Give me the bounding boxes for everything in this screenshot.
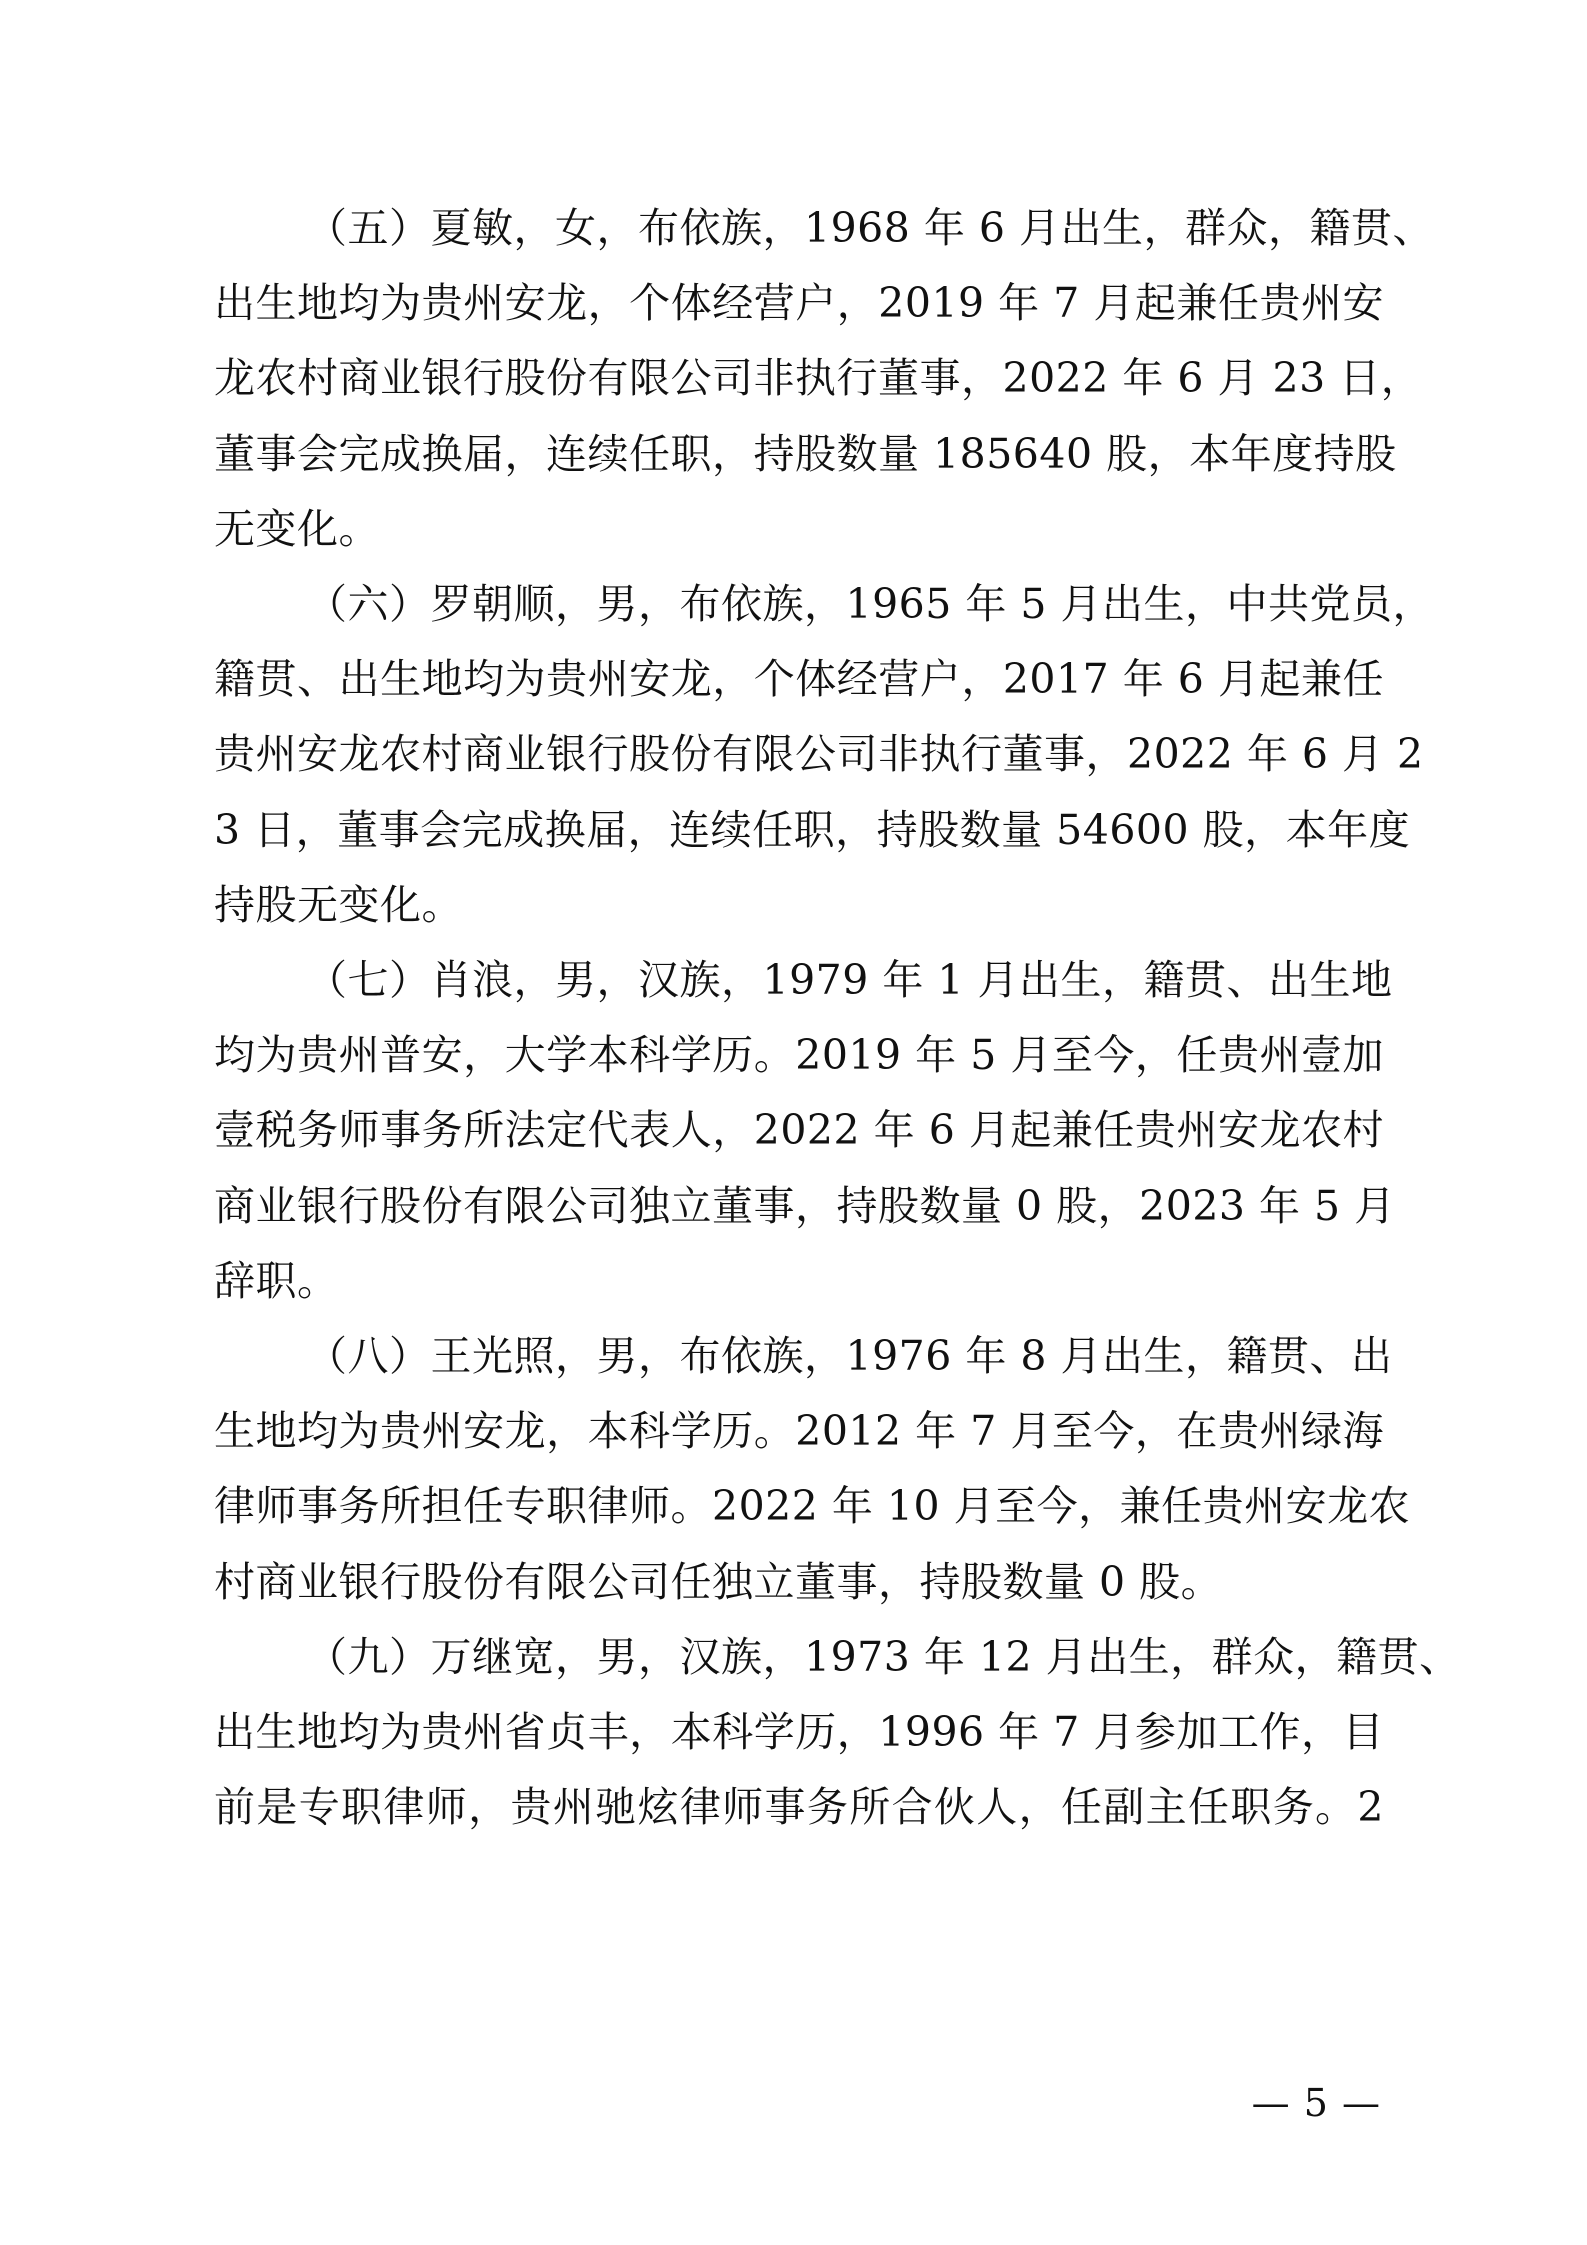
text-line: （七）肖浪，男，汉族，1979 年 1 月出生，籍贯、出生地 (306, 956, 1393, 1004)
text-line: 出生地均为贵州省贞丰，本科学历，1996 年 7 月参加工作，目 (214, 1708, 1384, 1756)
text-line: 生地均为贵州安龙，本科学历。2012 年 7 月至今，在贵州绿海 (214, 1407, 1384, 1456)
text-line: 籍贯、出生地均为贵州安龙，个体经营户，2017 年 6 月起兼任 (214, 655, 1384, 704)
text-line: 商业银行股份有限公司独立董事，持股数量 0 股，2023 年 5 月 (214, 1181, 1396, 1230)
text-line: 3 日，董事会完成换届，连续任职，持股数量 54600 股，本年度 (214, 805, 1411, 854)
text-line: （九）万继宽，男，汉族，1973 年 12 月出生，群众，籍贯、 (306, 1632, 1461, 1681)
text-line: （五）夏敏，女，布依族，1968 年 6 月出生，群众，籍贯、 (306, 204, 1435, 252)
text-line: 律师事务所担任专职律师。2022 年 10 月至今，兼任贵州安龙农 (214, 1482, 1411, 1531)
text-line: （六）罗朝顺，男，布依族，1965 年 5 月出生，中共党员， (306, 580, 1435, 628)
text-line: 持股无变化。 (214, 880, 463, 929)
text-line: 均为贵州普安，大学本科学历。2019 年 5 月至今，任贵州壹加 (214, 1031, 1384, 1080)
text-line: 出生地均为贵州安龙，个体经营户，2019 年 7 月起兼任贵州安 (214, 279, 1384, 328)
text-line: 村商业银行股份有限公司任独立董事，持股数量 0 股。 (214, 1557, 1223, 1606)
text-line: 董事会完成换届，连续任职，持股数量 185640 股，本年度持股 (214, 429, 1397, 478)
page-number: — 5 — (1251, 2081, 1381, 2125)
text-line: 无变化。 (214, 504, 380, 553)
text-line: （八）王光照，男，布依族，1976 年 8 月出生，籍贯、出 (306, 1332, 1393, 1380)
text-line: 龙农村商业银行股份有限公司非执行董事，2022 年 6 月 23 日， (214, 354, 1423, 403)
text-line: 前是专职律师，贵州驰炫律师事务所合伙人，任副主任职务。2 (214, 1783, 1384, 1832)
text-line: 壹税务师事务所法定代表人，2022 年 6 月起兼任贵州安龙农村 (214, 1106, 1384, 1155)
text-line: 贵州安龙农村商业银行股份有限公司非执行董事，2022 年 6 月 2 (214, 730, 1424, 779)
text-line: 辞职。 (214, 1256, 339, 1305)
